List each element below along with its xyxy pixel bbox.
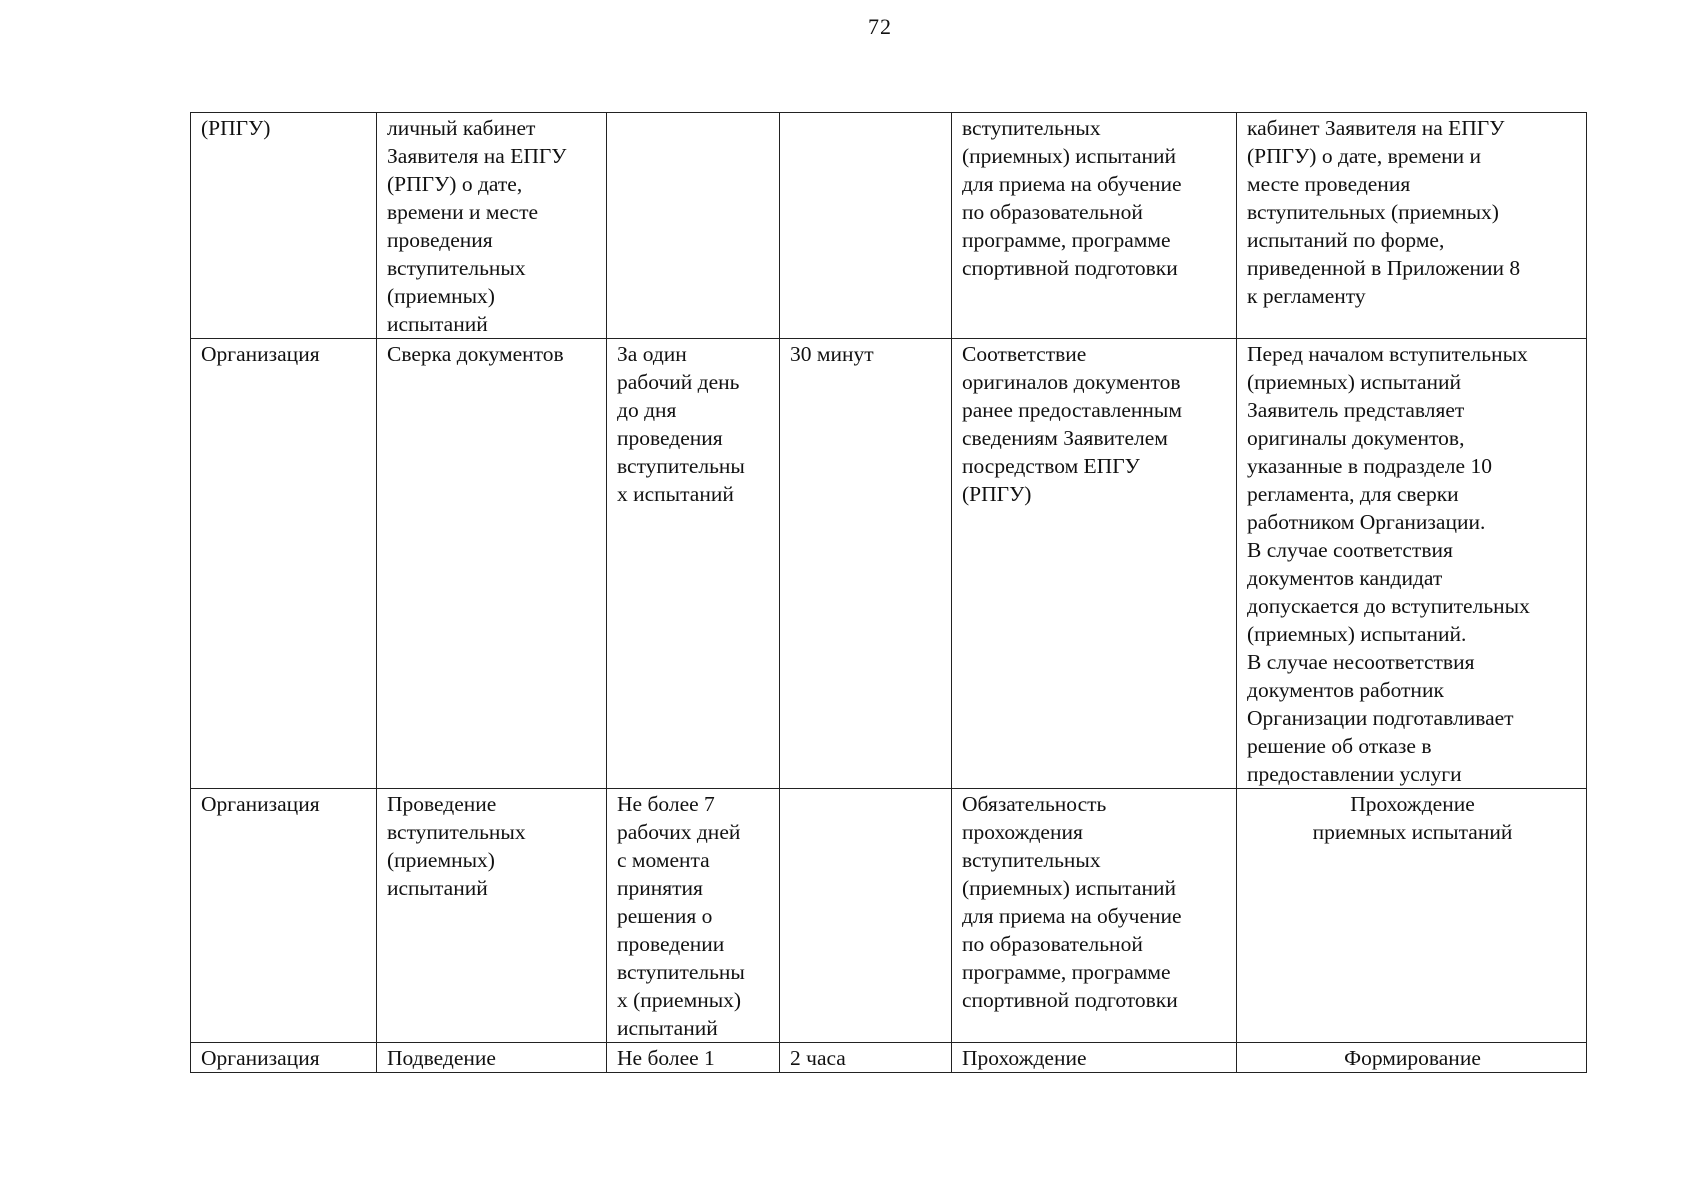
table-row	[191, 113, 1587, 339]
table-cell: Обязательность прохождения вступительных (приемных) испытаний для приема на обучение по образовательной программе, программе спортивной подготовки	[952, 789, 1237, 1043]
table-row	[191, 339, 1587, 789]
table-cell: Не более 7 рабочих дней с момента принятия решения о проведении вступительны х (приемных) испытаний	[607, 789, 780, 1043]
table-cell: Проведение вступительных (приемных) испытаний	[377, 789, 607, 1043]
table-cell: 30 минут	[780, 339, 952, 789]
procedure-table	[190, 112, 1587, 1073]
table-cell: Прохождение приемных испытаний	[1237, 789, 1587, 1043]
table-cell: 2 часа	[780, 1043, 952, 1073]
table-cell	[780, 113, 952, 339]
table-cell: Организация	[191, 789, 377, 1043]
table-cell	[607, 113, 780, 339]
table-cell: (РПГУ)	[191, 113, 377, 339]
table-cell: Соответствие оригиналов документов ранее предоставленным сведениям Заявителем посредством ЕПГУ (РПГУ)	[952, 339, 1237, 789]
table-cell: вступительных (приемных) испытаний для приема на обучение по образовательной программе, программе спортивной подготовки	[952, 113, 1237, 339]
table-row	[191, 1043, 1587, 1073]
table-cell: Перед началом вступительных (приемных) испытаний Заявитель представляет оригиналы документов, указанные в подразделе 10 регламента, для сверки работником Организации. В случае соответствия документов кандидат допускается до вступительных (приемных) испытаний. В случае несоответствия документов работник Организации подготавливает решение об отказе в предоставлении услуги	[1237, 339, 1587, 789]
table-cell: кабинет Заявителя на ЕПГУ (РПГУ) о дате, времени и месте проведения вступительных (приемных) испытаний по форме, приведенной в Приложении 8 к регламенту	[1237, 113, 1587, 339]
table-cell: Организация	[191, 1043, 377, 1073]
table-cell: За один рабочий день до дня проведения вступительны х испытаний	[607, 339, 780, 789]
table-cell: Организация	[191, 339, 377, 789]
table-cell: личный кабинет Заявителя на ЕПГУ (РПГУ) о дате, времени и месте проведения вступительных (приемных) испытаний	[377, 113, 607, 339]
table-cell	[780, 789, 952, 1043]
table-row	[191, 789, 1587, 1043]
table-cell: Не более 1	[607, 1043, 780, 1073]
table-cell: Прохождение	[952, 1043, 1237, 1073]
table-cell: Подведение	[377, 1043, 607, 1073]
table-cell: Сверка документов	[377, 339, 607, 789]
page-number: 72	[868, 14, 892, 39]
table-cell: Формирование	[1237, 1043, 1587, 1073]
